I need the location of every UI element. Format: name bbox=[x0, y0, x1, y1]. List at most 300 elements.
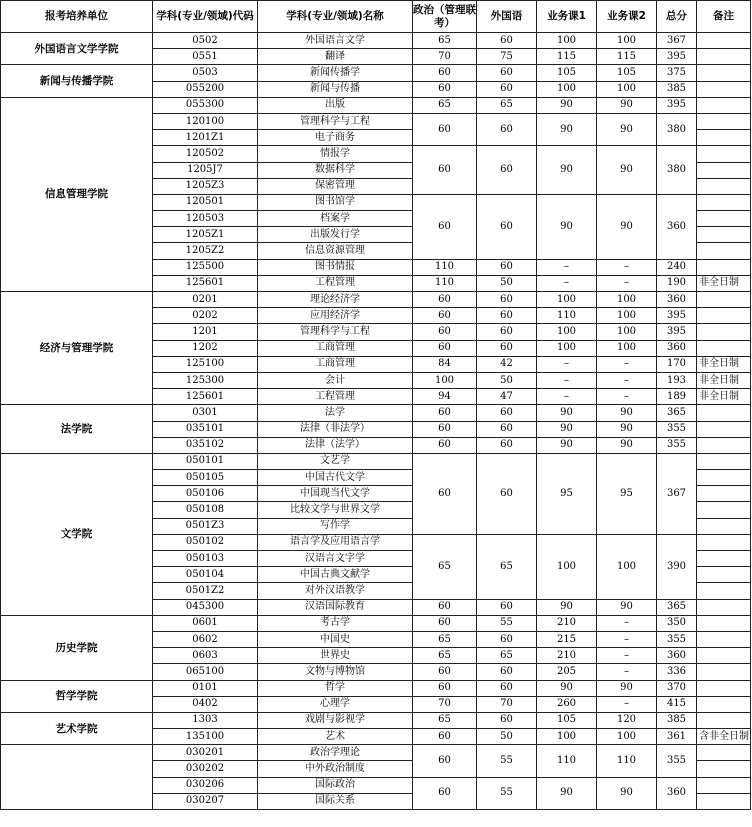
code-cell: 0202 bbox=[153, 308, 258, 324]
total-cell: 367 bbox=[657, 453, 697, 534]
code-cell: 0551 bbox=[153, 49, 258, 65]
total-cell: 360 bbox=[657, 777, 697, 809]
course1-cell: 100 bbox=[537, 324, 597, 340]
name-cell: 考古学 bbox=[258, 615, 413, 631]
name-cell: 情报学 bbox=[258, 146, 413, 162]
politics-cell: 65 bbox=[413, 97, 477, 113]
course2-cell: 105 bbox=[597, 65, 657, 81]
course2-cell: 100 bbox=[597, 33, 657, 49]
note-cell bbox=[697, 324, 751, 340]
note-cell bbox=[697, 243, 751, 259]
course2-cell: 100 bbox=[597, 308, 657, 324]
politics-cell: 60 bbox=[413, 437, 477, 453]
note-cell bbox=[697, 518, 751, 534]
code-cell: 050108 bbox=[153, 502, 258, 518]
course1-cell: – bbox=[537, 356, 597, 372]
name-cell: 图书情报 bbox=[258, 259, 413, 275]
foreign-cell: 60 bbox=[477, 292, 537, 308]
unit-cell: 法学院 bbox=[1, 405, 153, 454]
total-cell: 395 bbox=[657, 324, 697, 340]
code-cell: 120503 bbox=[153, 211, 258, 227]
total-cell: 415 bbox=[657, 696, 697, 712]
header-course2: 业务课2 bbox=[597, 1, 657, 33]
code-cell: 1205J7 bbox=[153, 162, 258, 178]
unit-cell: 历史学院 bbox=[1, 615, 153, 680]
foreign-cell: 47 bbox=[477, 389, 537, 405]
course1-cell: 90 bbox=[537, 405, 597, 421]
politics-cell: 60 bbox=[413, 664, 477, 680]
politics-cell: 60 bbox=[413, 81, 477, 97]
note-cell bbox=[697, 551, 751, 567]
total-cell: 365 bbox=[657, 599, 697, 615]
name-cell: 政治学理论 bbox=[258, 745, 413, 761]
code-cell: 0602 bbox=[153, 631, 258, 647]
course1-cell: 90 bbox=[537, 599, 597, 615]
code-cell: 0501Z3 bbox=[153, 518, 258, 534]
note-cell bbox=[697, 146, 751, 162]
course2-cell: – bbox=[597, 259, 657, 275]
code-cell: 135100 bbox=[153, 729, 258, 745]
code-cell: 0502 bbox=[153, 33, 258, 49]
note-cell bbox=[697, 583, 751, 599]
course1-cell: 90 bbox=[537, 97, 597, 113]
name-cell: 出版发行学 bbox=[258, 227, 413, 243]
course2-cell: – bbox=[597, 664, 657, 680]
foreign-cell: 42 bbox=[477, 356, 537, 372]
course1-cell: 90 bbox=[537, 421, 597, 437]
note-cell: 非全日制 bbox=[697, 389, 751, 405]
unit-cell: 新闻与传播学院 bbox=[1, 65, 153, 97]
total-cell: 390 bbox=[657, 534, 697, 599]
name-cell: 比较文学与世界文学 bbox=[258, 502, 413, 518]
course2-cell: – bbox=[597, 615, 657, 631]
code-cell: 035102 bbox=[153, 437, 258, 453]
course2-cell: 100 bbox=[597, 729, 657, 745]
politics-cell: 60 bbox=[413, 599, 477, 615]
name-cell: 语言学及应用语言学 bbox=[258, 534, 413, 550]
course1-cell: 210 bbox=[537, 615, 597, 631]
note-cell bbox=[697, 437, 751, 453]
foreign-cell: 50 bbox=[477, 275, 537, 291]
note-cell bbox=[697, 502, 751, 518]
name-cell: 中国现当代文学 bbox=[258, 486, 413, 502]
name-cell: 汉语国际教育 bbox=[258, 599, 413, 615]
note-cell bbox=[697, 534, 751, 550]
course2-cell: 95 bbox=[597, 453, 657, 534]
politics-cell: 70 bbox=[413, 696, 477, 712]
note-cell bbox=[697, 130, 751, 146]
table-row bbox=[1, 680, 751, 696]
name-cell: 国际关系 bbox=[258, 793, 413, 809]
total-cell: 361 bbox=[657, 729, 697, 745]
name-cell: 理论经济学 bbox=[258, 292, 413, 308]
course2-cell: 100 bbox=[597, 81, 657, 97]
foreign-cell: 60 bbox=[477, 664, 537, 680]
unit-cell: 艺术学院 bbox=[1, 712, 153, 744]
course2-cell: 90 bbox=[597, 113, 657, 145]
name-cell: 工程管理 bbox=[258, 389, 413, 405]
course2-cell: 90 bbox=[597, 405, 657, 421]
course2-cell: – bbox=[597, 275, 657, 291]
total-cell: 189 bbox=[657, 389, 697, 405]
note-cell: 非全日制 bbox=[697, 275, 751, 291]
note-cell bbox=[697, 97, 751, 113]
name-cell: 工商管理 bbox=[258, 340, 413, 356]
politics-cell: 84 bbox=[413, 356, 477, 372]
name-cell: 艺术 bbox=[258, 729, 413, 745]
total-cell: 355 bbox=[657, 745, 697, 777]
table-row bbox=[1, 453, 751, 469]
course2-cell: – bbox=[597, 648, 657, 664]
foreign-cell: 60 bbox=[477, 405, 537, 421]
total-cell: 240 bbox=[657, 259, 697, 275]
note-cell bbox=[697, 49, 751, 65]
course1-cell: 100 bbox=[537, 292, 597, 308]
code-cell: 0501Z2 bbox=[153, 583, 258, 599]
total-cell: 385 bbox=[657, 81, 697, 97]
note-cell bbox=[697, 793, 751, 809]
unit-cell bbox=[1, 745, 153, 810]
code-cell: 125601 bbox=[153, 389, 258, 405]
note-cell bbox=[697, 308, 751, 324]
note-cell bbox=[697, 680, 751, 696]
name-cell: 工程管理 bbox=[258, 275, 413, 291]
code-cell: 125300 bbox=[153, 372, 258, 388]
course1-cell: – bbox=[537, 372, 597, 388]
course1-cell: – bbox=[537, 275, 597, 291]
note-cell bbox=[697, 421, 751, 437]
note-cell: 含非全日制 bbox=[697, 729, 751, 745]
note-cell: 非全日制 bbox=[697, 356, 751, 372]
total-cell: 360 bbox=[657, 292, 697, 308]
total-cell: 360 bbox=[657, 340, 697, 356]
foreign-cell: 60 bbox=[477, 680, 537, 696]
politics-cell: 65 bbox=[413, 534, 477, 599]
course2-cell: 100 bbox=[597, 340, 657, 356]
note-cell bbox=[697, 486, 751, 502]
total-cell: 193 bbox=[657, 372, 697, 388]
code-cell: 050105 bbox=[153, 470, 258, 486]
total-cell: 370 bbox=[657, 680, 697, 696]
politics-cell: 60 bbox=[413, 729, 477, 745]
note-cell bbox=[697, 599, 751, 615]
politics-cell: 60 bbox=[413, 292, 477, 308]
name-cell: 世界史 bbox=[258, 648, 413, 664]
note-cell bbox=[697, 664, 751, 680]
name-cell: 戏剧与影视学 bbox=[258, 712, 413, 728]
note-cell bbox=[697, 615, 751, 631]
foreign-cell: 65 bbox=[477, 97, 537, 113]
code-cell: 1202 bbox=[153, 340, 258, 356]
unit-cell: 经济与管理学院 bbox=[1, 292, 153, 405]
code-cell: 120100 bbox=[153, 113, 258, 129]
total-cell: 170 bbox=[657, 356, 697, 372]
foreign-cell: 50 bbox=[477, 372, 537, 388]
note-cell bbox=[697, 777, 751, 793]
politics-cell: 60 bbox=[413, 745, 477, 777]
table-row bbox=[1, 405, 751, 421]
name-cell: 会计 bbox=[258, 372, 413, 388]
course2-cell: 90 bbox=[597, 421, 657, 437]
course1-cell: 90 bbox=[537, 777, 597, 809]
total-cell: 395 bbox=[657, 97, 697, 113]
course1-cell: 100 bbox=[537, 81, 597, 97]
note-cell bbox=[697, 211, 751, 227]
foreign-cell: 65 bbox=[477, 534, 537, 599]
course2-cell: 100 bbox=[597, 534, 657, 599]
name-cell: 新闻传播学 bbox=[258, 65, 413, 81]
name-cell: 中国史 bbox=[258, 631, 413, 647]
code-cell: 050106 bbox=[153, 486, 258, 502]
table-body bbox=[1, 33, 751, 810]
foreign-cell: 50 bbox=[477, 729, 537, 745]
table-row bbox=[1, 33, 751, 49]
code-cell: 050102 bbox=[153, 534, 258, 550]
course1-cell: 100 bbox=[537, 534, 597, 599]
course1-cell: 205 bbox=[537, 664, 597, 680]
foreign-cell: 60 bbox=[477, 453, 537, 534]
politics-cell: 70 bbox=[413, 49, 477, 65]
code-cell: 1205Z3 bbox=[153, 178, 258, 194]
course2-cell: 120 bbox=[597, 712, 657, 728]
name-cell: 管理科学与工程 bbox=[258, 113, 413, 129]
course1-cell: 90 bbox=[537, 680, 597, 696]
politics-cell: 60 bbox=[413, 680, 477, 696]
code-cell: 050104 bbox=[153, 567, 258, 583]
foreign-cell: 55 bbox=[477, 777, 537, 809]
code-cell: 120501 bbox=[153, 194, 258, 210]
total-cell: 380 bbox=[657, 113, 697, 145]
note-cell bbox=[697, 567, 751, 583]
foreign-cell: 70 bbox=[477, 696, 537, 712]
course1-cell: – bbox=[537, 389, 597, 405]
code-cell: 120502 bbox=[153, 146, 258, 162]
code-cell: 1201Z1 bbox=[153, 130, 258, 146]
note-cell bbox=[697, 453, 751, 469]
note-cell bbox=[697, 81, 751, 97]
foreign-cell: 60 bbox=[477, 259, 537, 275]
code-cell: 0402 bbox=[153, 696, 258, 712]
course1-cell: 215 bbox=[537, 631, 597, 647]
note-cell bbox=[697, 113, 751, 129]
course1-cell: 210 bbox=[537, 648, 597, 664]
course1-cell: 100 bbox=[537, 340, 597, 356]
note-cell bbox=[697, 340, 751, 356]
politics-cell: 110 bbox=[413, 259, 477, 275]
note-cell bbox=[697, 162, 751, 178]
code-cell: 0503 bbox=[153, 65, 258, 81]
name-cell: 法律（法学） bbox=[258, 437, 413, 453]
total-cell: 385 bbox=[657, 712, 697, 728]
course2-cell: 90 bbox=[597, 680, 657, 696]
name-cell: 信息资源管理 bbox=[258, 243, 413, 259]
total-cell: 355 bbox=[657, 631, 697, 647]
unit-cell: 文学院 bbox=[1, 453, 153, 615]
name-cell: 管理科学与工程 bbox=[258, 324, 413, 340]
foreign-cell: 60 bbox=[477, 712, 537, 728]
code-cell: 050103 bbox=[153, 551, 258, 567]
table-row bbox=[1, 97, 751, 113]
name-cell: 外国语言文学 bbox=[258, 33, 413, 49]
course2-cell: 90 bbox=[597, 194, 657, 259]
total-cell: 367 bbox=[657, 33, 697, 49]
course2-cell: – bbox=[597, 389, 657, 405]
politics-cell: 60 bbox=[413, 324, 477, 340]
table-row bbox=[1, 712, 751, 728]
foreign-cell: 60 bbox=[477, 308, 537, 324]
course1-cell: 100 bbox=[537, 33, 597, 49]
course2-cell: – bbox=[597, 356, 657, 372]
course2-cell: 90 bbox=[597, 146, 657, 195]
total-cell: 355 bbox=[657, 421, 697, 437]
code-cell: 055200 bbox=[153, 81, 258, 97]
total-cell: 360 bbox=[657, 194, 697, 259]
foreign-cell: 60 bbox=[477, 146, 537, 195]
note-cell bbox=[697, 648, 751, 664]
note-cell bbox=[697, 745, 751, 761]
header-unit: 报考培养单位 bbox=[1, 1, 153, 33]
total-cell: 375 bbox=[657, 65, 697, 81]
name-cell: 汉语言文字学 bbox=[258, 551, 413, 567]
name-cell: 法律（非法学） bbox=[258, 421, 413, 437]
course2-cell: 90 bbox=[597, 437, 657, 453]
course1-cell: 90 bbox=[537, 194, 597, 259]
table-row bbox=[1, 745, 751, 761]
politics-cell: 60 bbox=[413, 340, 477, 356]
course1-cell: 90 bbox=[537, 113, 597, 145]
politics-cell: 60 bbox=[413, 308, 477, 324]
table-row bbox=[1, 65, 751, 81]
name-cell: 哲学 bbox=[258, 680, 413, 696]
name-cell: 新闻与传播 bbox=[258, 81, 413, 97]
foreign-cell: 60 bbox=[477, 599, 537, 615]
total-cell: 365 bbox=[657, 405, 697, 421]
unit-cell: 信息管理学院 bbox=[1, 97, 153, 291]
code-cell: 030207 bbox=[153, 793, 258, 809]
header-name: 学科(专业/领域)名称 bbox=[258, 1, 413, 33]
unit-cell: 哲学学院 bbox=[1, 680, 153, 712]
code-cell: 030206 bbox=[153, 777, 258, 793]
name-cell: 档案学 bbox=[258, 211, 413, 227]
name-cell: 保密管理 bbox=[258, 178, 413, 194]
name-cell: 应用经济学 bbox=[258, 308, 413, 324]
name-cell: 工商管理 bbox=[258, 356, 413, 372]
code-cell: 0201 bbox=[153, 292, 258, 308]
course2-cell: 100 bbox=[597, 292, 657, 308]
name-cell: 文物与博物馆 bbox=[258, 664, 413, 680]
code-cell: 1205Z1 bbox=[153, 227, 258, 243]
politics-cell: 110 bbox=[413, 275, 477, 291]
header-course1: 业务课1 bbox=[537, 1, 597, 33]
politics-cell: 60 bbox=[413, 777, 477, 809]
course1-cell: 110 bbox=[537, 745, 597, 777]
name-cell: 电子商务 bbox=[258, 130, 413, 146]
name-cell: 心理学 bbox=[258, 696, 413, 712]
total-cell: 190 bbox=[657, 275, 697, 291]
foreign-cell: 60 bbox=[477, 421, 537, 437]
total-cell: 355 bbox=[657, 437, 697, 453]
course1-cell: 115 bbox=[537, 49, 597, 65]
foreign-cell: 60 bbox=[477, 194, 537, 259]
politics-cell: 60 bbox=[413, 146, 477, 195]
table-row bbox=[1, 292, 751, 308]
foreign-cell: 60 bbox=[477, 33, 537, 49]
code-cell: 125500 bbox=[153, 259, 258, 275]
course1-cell: 110 bbox=[537, 308, 597, 324]
foreign-cell: 55 bbox=[477, 745, 537, 777]
code-cell: 045300 bbox=[153, 599, 258, 615]
name-cell: 中国古典文献学 bbox=[258, 567, 413, 583]
name-cell: 对外汉语教学 bbox=[258, 583, 413, 599]
politics-cell: 65 bbox=[413, 33, 477, 49]
note-cell bbox=[697, 33, 751, 49]
course1-cell: 95 bbox=[537, 453, 597, 534]
name-cell: 出版 bbox=[258, 97, 413, 113]
header-note: 备注 bbox=[697, 1, 751, 33]
foreign-cell: 55 bbox=[477, 615, 537, 631]
course2-cell: 90 bbox=[597, 97, 657, 113]
foreign-cell: 75 bbox=[477, 49, 537, 65]
note-cell bbox=[697, 227, 751, 243]
note-cell bbox=[697, 470, 751, 486]
name-cell: 图书馆学 bbox=[258, 194, 413, 210]
note-cell bbox=[697, 631, 751, 647]
politics-cell: 60 bbox=[413, 65, 477, 81]
foreign-cell: 60 bbox=[477, 324, 537, 340]
politics-cell: 65 bbox=[413, 712, 477, 728]
name-cell: 翻译 bbox=[258, 49, 413, 65]
course2-cell: 90 bbox=[597, 599, 657, 615]
note-cell bbox=[697, 696, 751, 712]
course2-cell: 110 bbox=[597, 745, 657, 777]
total-cell: 380 bbox=[657, 146, 697, 195]
course2-cell: – bbox=[597, 631, 657, 647]
header-total: 总分 bbox=[657, 1, 697, 33]
name-cell: 文艺学 bbox=[258, 453, 413, 469]
total-cell: 395 bbox=[657, 308, 697, 324]
politics-cell: 65 bbox=[413, 631, 477, 647]
course2-cell: – bbox=[597, 372, 657, 388]
table-row bbox=[1, 615, 751, 631]
politics-cell: 65 bbox=[413, 648, 477, 664]
course2-cell: 100 bbox=[597, 324, 657, 340]
course2-cell: 115 bbox=[597, 49, 657, 65]
code-cell: 125601 bbox=[153, 275, 258, 291]
foreign-cell: 60 bbox=[477, 340, 537, 356]
name-cell: 数据科学 bbox=[258, 162, 413, 178]
code-cell: 055300 bbox=[153, 97, 258, 113]
course1-cell: 90 bbox=[537, 437, 597, 453]
unit-cell: 外国语言文学学院 bbox=[1, 33, 153, 65]
code-cell: 0603 bbox=[153, 648, 258, 664]
name-cell: 法学 bbox=[258, 405, 413, 421]
course1-cell: 260 bbox=[537, 696, 597, 712]
header-politics: 政治（管理联考） bbox=[413, 1, 477, 33]
course1-cell: 100 bbox=[537, 729, 597, 745]
header-code: 学科(专业/领域)代码 bbox=[153, 1, 258, 33]
note-cell bbox=[697, 259, 751, 275]
total-cell: 395 bbox=[657, 49, 697, 65]
foreign-cell: 60 bbox=[477, 65, 537, 81]
name-cell: 中外政治制度 bbox=[258, 761, 413, 777]
code-cell: 125100 bbox=[153, 356, 258, 372]
header-row bbox=[1, 1, 751, 33]
course1-cell: – bbox=[537, 259, 597, 275]
course1-cell: 105 bbox=[537, 712, 597, 728]
code-cell: 1303 bbox=[153, 712, 258, 728]
politics-cell: 60 bbox=[413, 194, 477, 259]
code-cell: 1201 bbox=[153, 324, 258, 340]
